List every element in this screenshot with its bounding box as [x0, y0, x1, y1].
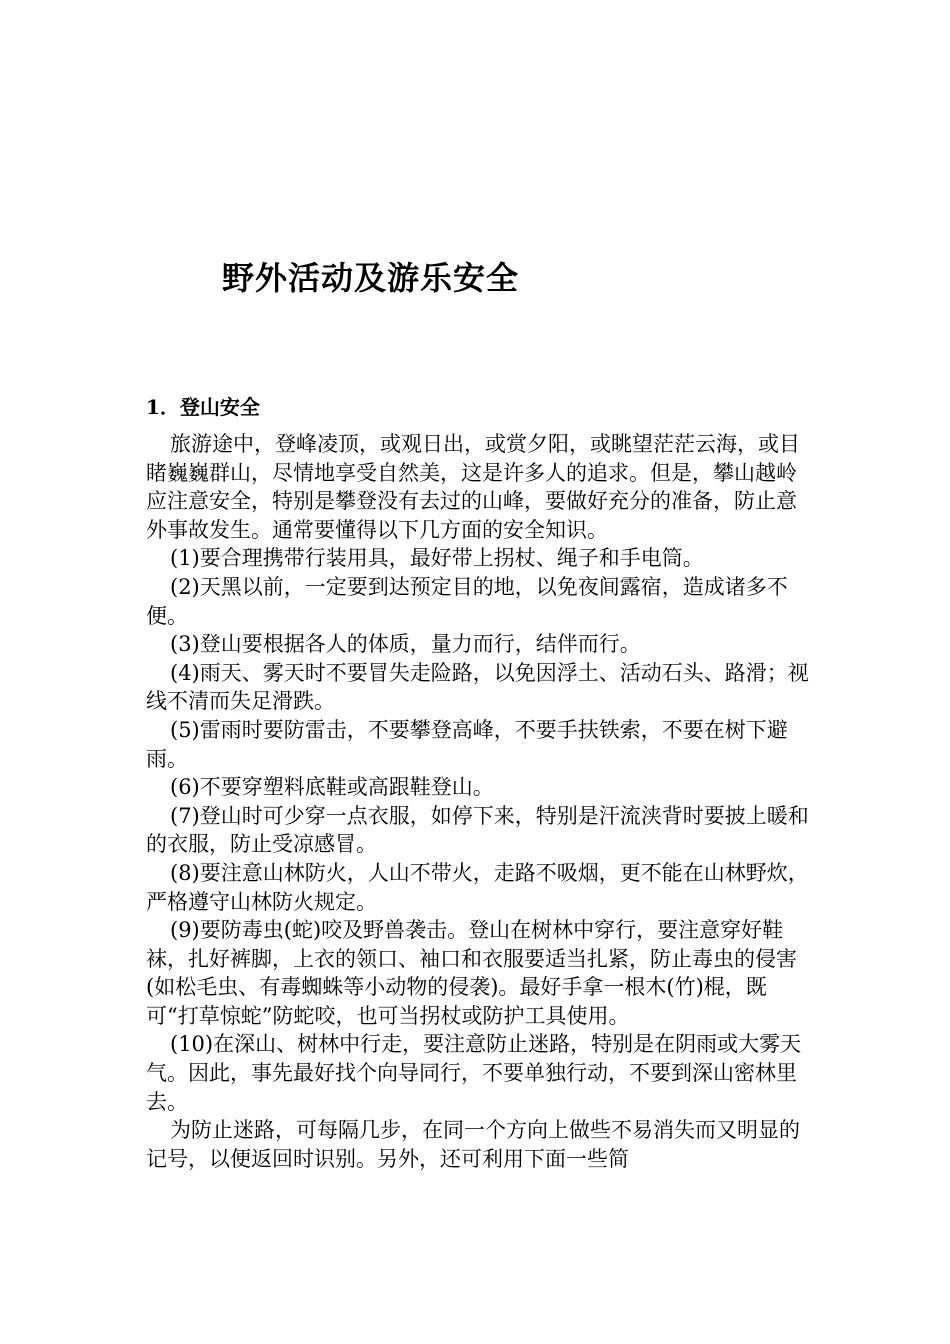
paragraph: (3)登山要根据各人的体质，量力而行，结伴而行。	[170, 632, 641, 657]
paragraph: (10)在深山、树林中行走，要注意防止迷路，特别是在阴雨或大雾天气。因此，事先最好找个向导同行，不要单独行动，不要到深山密林里去。	[146, 1032, 802, 1114]
paragraph: (4)雨天、雾天时不要冒失走险路，以免因浮土、活动石头、路滑；视线不清而失足滑跌。	[146, 660, 809, 714]
paragraph: (9)要防毒虫(蛇)咬及野兽袭击。登山在树林中穿行，要注意穿好鞋袜，扎好裤脚，上衣的领口、袖口和衣服要适当扎紧，防止毒虫的侵害(如松毛虫、有毒蜘蛛等小动物的侵袭)。最好手拿一根木(竹)棍，既可“打草惊蛇”防蛇咬，也可当拐杖或防护工具使用。	[146, 918, 797, 1028]
document-title: 野外活动及游乐安全	[222, 259, 520, 297]
paragraph: (8)要注意山林防火，人山不带火，走路不吸烟，更不能在山林野炊，严格遵守山林防火规定。	[146, 860, 809, 914]
paragraph: (1)要合理携带行装用具，最好带上拐杖、绳子和手电筒。	[170, 546, 704, 571]
paragraph: (7)登山时可少穿一点衣服，如停下来，特别是汗流浃背时要披上暖和的衣服，防止受凉感冒。	[146, 803, 809, 857]
paragraph: (2)天黑以前，一定要到达预定目的地，以免夜间露宿，造成诸多不便。	[146, 574, 788, 628]
paragraph: 旅游途中，登峰凌顶，或观日出，或赏夕阳，或眺望茫茫云海，或目睹巍巍群山，尽情地享受自然美，这是许多人的追求。但是，攀山越岭应注意安全，特别是攀登没有去过的山峰，要做好充分的准备，防止意外事故发生。通常要懂得以下几方面的安全知识。	[146, 432, 800, 542]
body-text	[146, 430, 810, 1173]
paragraph: (5)雷雨时要防雷击，不要攀登高峰，不要手扶铁索，不要在树下避雨。	[146, 717, 788, 771]
paragraph: 为防止迷路，可每隔几步，在同一个方向上做些不易消失而又明显的记号，以便返回时识别。另外，还可利用下面一些简	[146, 1118, 800, 1171]
section-heading: 1．登山安全	[146, 395, 260, 419]
paragraph: (6)不要穿塑料底鞋或高跟鞋登山。	[170, 775, 494, 800]
